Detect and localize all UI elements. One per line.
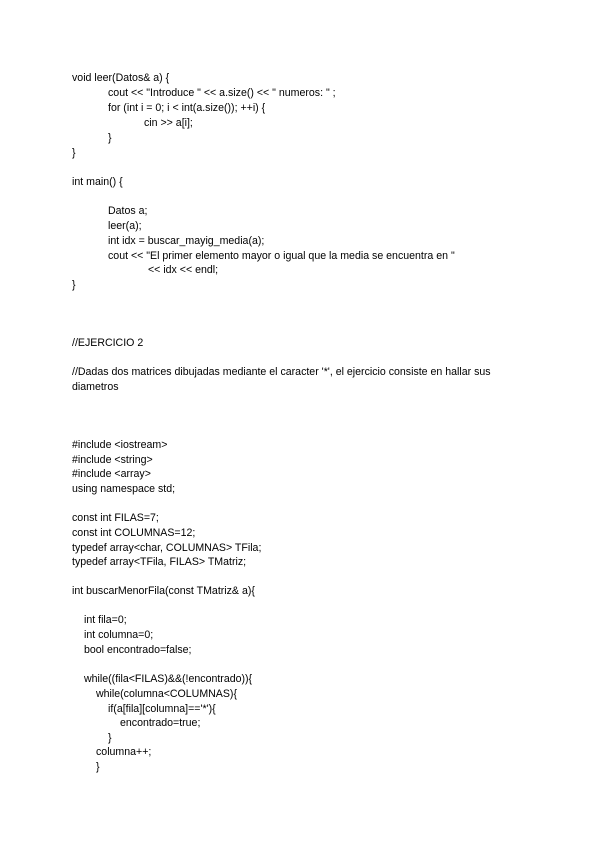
code-line: Datos a; bbox=[108, 205, 148, 217]
code-line: #include <array> bbox=[72, 468, 151, 480]
code-line: #include <string> bbox=[72, 454, 153, 466]
code-line: typedef array<TFila, FILAS> TMatriz; bbox=[72, 556, 247, 568]
code-line: typedef array<char, COLUMNAS> TFila; bbox=[72, 542, 262, 554]
code-line: int idx = buscar_mayig_media(a); bbox=[108, 235, 265, 247]
code-line: #include <iostream> bbox=[72, 439, 168, 451]
section-heading: //EJERCICIO 2 bbox=[72, 337, 144, 349]
code-line: while((fila<FILAS)&&(!encontrado)){ bbox=[84, 673, 253, 685]
code-line: } bbox=[72, 147, 76, 159]
code-line: } bbox=[108, 132, 112, 144]
code-line: int fila=0; bbox=[84, 614, 127, 626]
code-line: int main() { bbox=[72, 176, 123, 188]
code-line: const int FILAS=7; bbox=[72, 512, 159, 524]
code-line: using namespace std; bbox=[72, 483, 176, 495]
code-line: bool encontrado=false; bbox=[84, 644, 192, 656]
code-line: int columna=0; bbox=[84, 629, 154, 641]
code-line: void leer(Datos& a) { bbox=[72, 72, 170, 84]
code-line: encontrado=true; bbox=[120, 717, 201, 729]
code-line: int buscarMenorFila(const TMatriz& a){ bbox=[72, 585, 255, 597]
code-line: if(a[fila][columna]=='*'){ bbox=[108, 703, 216, 715]
code-line: columna++; bbox=[96, 746, 152, 758]
code-line: leer(a); bbox=[108, 220, 142, 232]
code-line: cout << "Introduce " << a.size() << " numeros: " ; bbox=[108, 87, 336, 99]
comment-line: diametros bbox=[72, 381, 119, 393]
code-line: const int COLUMNAS=12; bbox=[72, 527, 196, 539]
code-line: for (int i = 0; i < int(a.size()); ++i) { bbox=[108, 102, 266, 114]
code-line: while(columna<COLUMNAS){ bbox=[96, 688, 238, 700]
code-line: } bbox=[72, 279, 76, 291]
code-line: } bbox=[96, 761, 100, 773]
code-line: cin >> a[i]; bbox=[144, 117, 193, 129]
comment-line: //Dadas dos matrices dibujadas mediante el caracter '*', el ejercicio consiste en hallar sus bbox=[72, 366, 491, 378]
code-line: << idx << endl; bbox=[148, 264, 219, 276]
code-line: } bbox=[108, 732, 112, 744]
code-line: cout << "El primer elemento mayor o igual que la media se encuentra en " bbox=[108, 250, 455, 262]
